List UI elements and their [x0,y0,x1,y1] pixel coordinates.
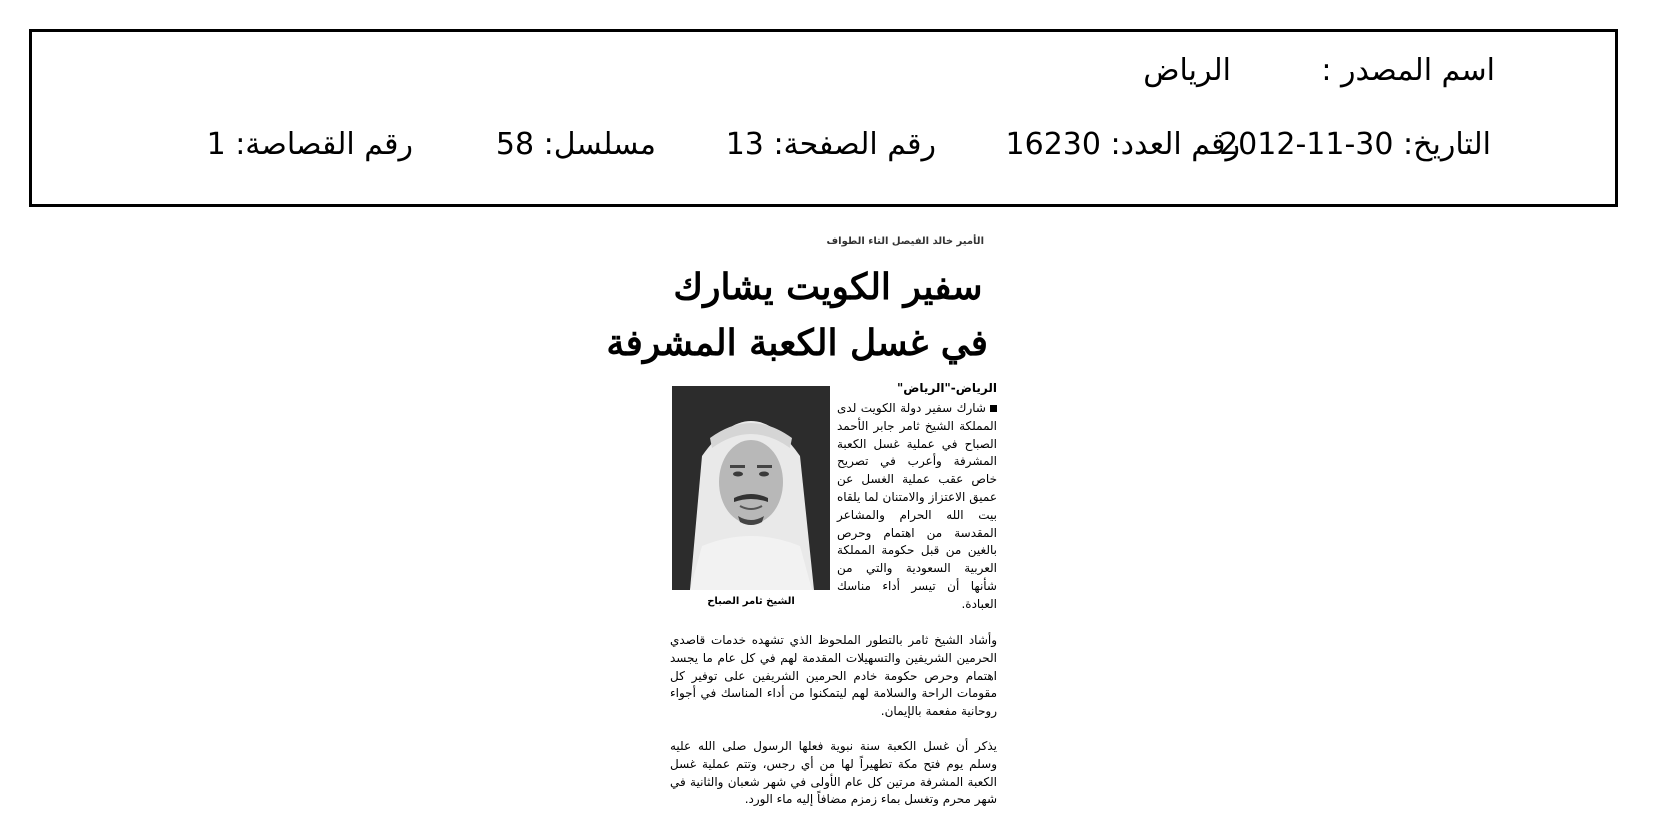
portrait-image [672,386,830,590]
source-value: الرياض [1143,53,1231,88]
headline-line-2: في غسل الكعبة المشرفة [606,322,988,364]
newspaper-clipping [606,228,1002,822]
issue-number-field: رقم العدد: 16230 [1005,127,1240,162]
portrait-photo [672,386,830,590]
article-kicker: الأمير خالد الفيصل التاء الطواف [826,236,984,247]
date-field: التاريخ: 30-11-2012 [1219,127,1491,162]
article-paragraph-3: يذكر أن غسل الكعبة سنة نبوية فعلها الرسول صلى الله عليه وسلم يوم فتح مكة تطهيراً لها من أي رجس، وتتم عملية غسل الكعبة المشرفة مرتين كل عام الأولى في شهر شعبان والثانية في شهر محرم وتغسل بماء زمزم مضافاً إليه ماء الورد. [670,739,997,807]
article-byline: الرياض-"الرياض" [897,381,997,395]
article-paragraph-2: وأشاد الشيخ ثامر بالتطور الملحوظ الذي تشهده خدمات قاصدي الحرمين الشريفين والتسهيلات المقدمة لهم في كل عام ما يجسد اهتمام وحرص حكومة خادم الحرمين الشريفين على توفير كل مقومات الراحة والسلامة لهم ليتمكنوا من أداء المناسك في أجواء روحانية مفعمة بالإيمان. [670,633,997,719]
headline-line-1: سفير الكويت يشارك [673,266,983,308]
serial-field: مسلسل: 58 [495,127,656,162]
article-column-text [837,400,997,614]
clip-number-field: رقم القصاصة: 1 [206,127,413,162]
bullet-icon [990,405,997,412]
source-label: اسم المصدر : [1321,53,1495,88]
photo-caption: الشيخ ثامر الصباح [707,596,795,607]
page-number-field: رقم الصفحة: 13 [725,127,936,162]
column-paragraph: شارك سفير دولة الكويت لدى المملكة الشيخ ثامر جابر الأحمد الصباح في عملية غسل الكعبة المشرفة وأعرب في تصريح خاص عقب عملية الغسل عن عميق الاعتزاز والامتنان لما يلقاه بيت الله الحرام والمشاعر المقدسة من اهتمام وحرص بالغين من قبل حكومة المملكة العربية السعودية والتي من شأنها أن تيسر أداء مناسك العبادة. [837,401,997,611]
